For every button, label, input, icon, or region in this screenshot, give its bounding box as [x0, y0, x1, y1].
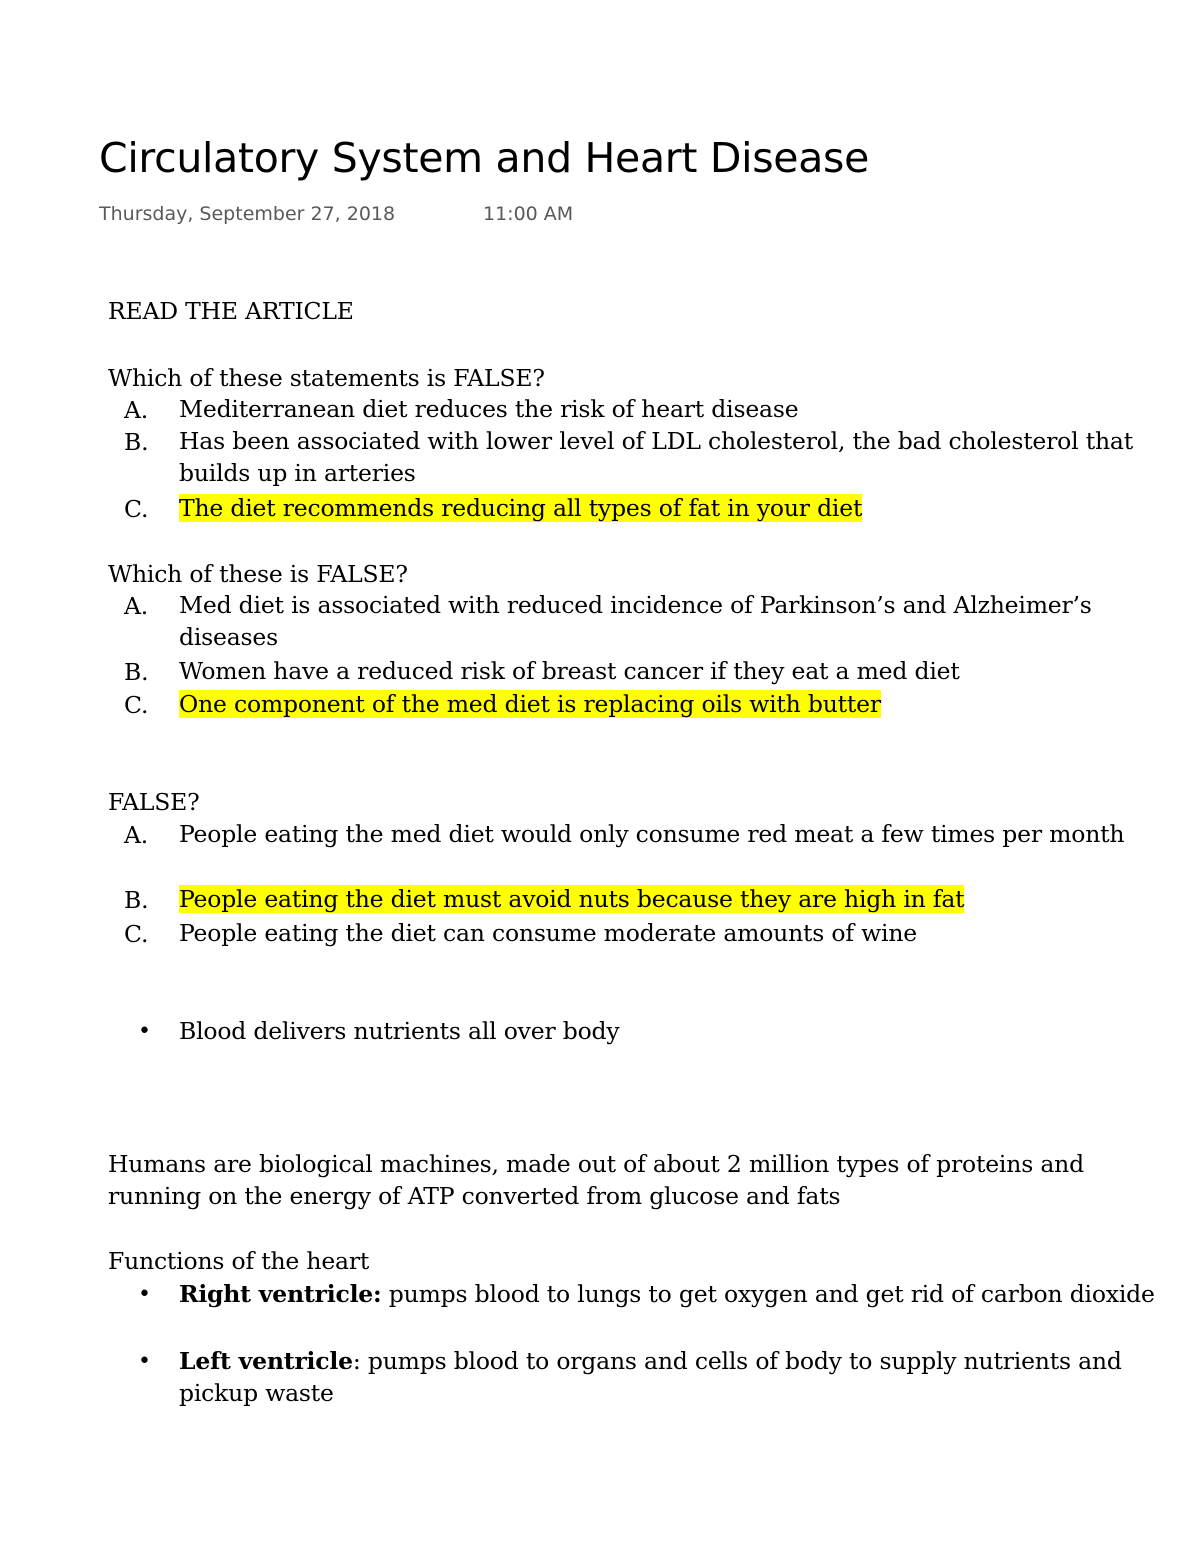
bullet-icon: •	[138, 1282, 151, 1307]
option-letter: C.	[124, 920, 149, 948]
function-text: pumps blood to lungs to get oxygen and get rid of carbon dioxide	[381, 1280, 1155, 1308]
paragraph-text: Humans are biological machines, made out of about 2 million types of proteins and running on the energy of ATP converted from glucose and fats	[108, 1150, 1084, 1210]
option-letter: C.	[124, 495, 149, 523]
option-letter: A.	[124, 821, 149, 849]
option-letter: C.	[124, 691, 149, 719]
page-title: Circulatory System and Heart Disease	[99, 134, 870, 182]
function-term: Right ventricle:	[179, 1280, 382, 1308]
functions-heading: Functions of the heart	[108, 1247, 370, 1275]
highlighted-answer: The diet recommends reducing all types of fat in your diet	[179, 494, 863, 522]
option-text: Mediterranean diet reduces the risk of heart disease	[179, 395, 799, 423]
bullet-icon: •	[138, 1349, 151, 1374]
question-3-prompt: FALSE?	[108, 788, 200, 816]
option-text: Women have a reduced risk of breast cancer if they eat a med diet	[179, 657, 960, 685]
option-letter: B.	[124, 428, 149, 456]
question-2-prompt: Which of these is FALSE?	[108, 560, 408, 588]
function-text: : pumps blood to organs and cells of body to supply nutrients and pickup waste	[179, 1347, 1122, 1407]
function-term: Left ventricle	[179, 1347, 353, 1375]
bullet-text: Blood delivers nutrients all over body	[179, 1017, 620, 1045]
highlighted-answer: People eating the diet must avoid nuts because they are high in fat	[179, 885, 965, 913]
option-text: People eating the diet can consume moderate amounts of wine	[179, 919, 918, 947]
highlighted-answer: One component of the med diet is replacing oils with butter	[179, 690, 881, 718]
option-text: People eating the med diet would only consume red meat a few times per month	[179, 820, 1125, 848]
option-text: Med diet is associated with reduced incidence of Parkinson’s and Alzheimer’s diseases	[179, 591, 1092, 651]
note-date: Thursday, September 27, 2018	[99, 203, 396, 225]
note-time: 11:00 AM	[483, 203, 574, 225]
instruction-text: READ THE ARTICLE	[108, 297, 354, 325]
option-letter: A.	[124, 592, 149, 620]
option-letter: B.	[124, 886, 149, 914]
bullet-icon: •	[138, 1019, 151, 1044]
question-1-prompt: Which of these statements is FALSE?	[108, 364, 545, 392]
option-letter: B.	[124, 658, 149, 686]
option-text: Has been associated with lower level of LDL cholesterol, the bad cholesterol that builds up in arteries	[179, 427, 1133, 487]
option-letter: A.	[124, 396, 149, 424]
